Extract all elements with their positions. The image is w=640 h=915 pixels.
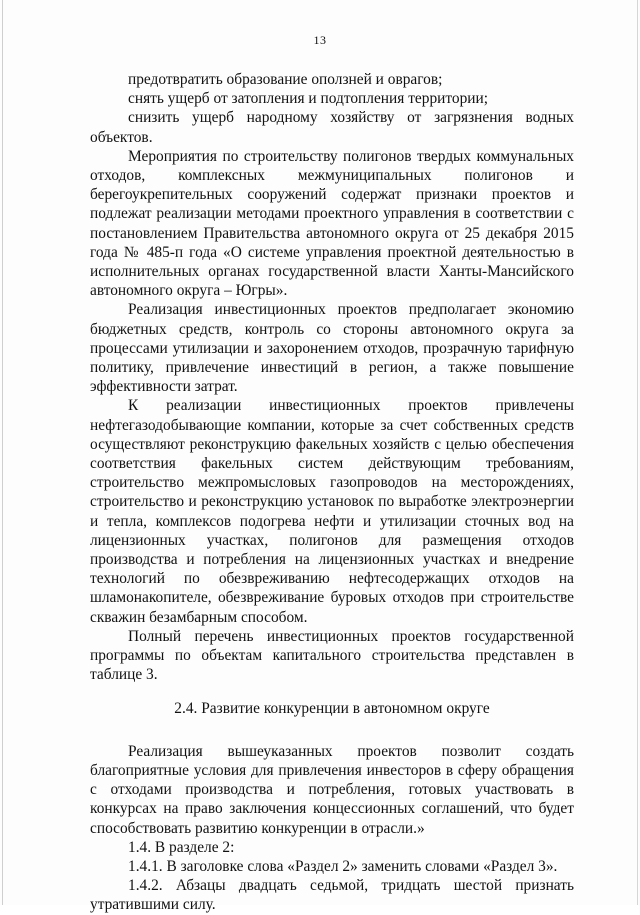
paragraph-polygons-project-management: Мероприятия по строительству полигонов твердых коммунальных отходов, комплексных межмуниципальных полигонов и берегоукрепительных сооружений содержат признаки проектов и подлежат реализации методами проектного управления в соответствии с постановлением Правительства автономного округа от 25 декабря 2015 года № 485-п года «О системе управления проектной деятельностью в исполнительных органах государственной власти Ханты-Мансийского автономного округа – Югры». — [90, 147, 574, 300]
paragraph-amendment-1-4-1: 1.4.1. В заголовке слова «Раздел 2» заменить словами «Раздел 3». — [128, 857, 558, 875]
paragraph-investment-projects-benefits: Реализация инвестиционных проектов предполагает экономию бюджетных средств, контроль со стороны автономного округа за процессами утилизации и захоронением отходов, прозрачную тарифную политику, привлечение инвестиций в регион, а также повышение эффективности затрат. — [90, 301, 574, 396]
paragraph-oil-gas-companies: К реализации инвестиционных проектов привлечены нефтегазодобывающие компании, которые за счет собственных средств осуществляют реконструкцию факельных хозяйств с целью обеспечения соответствия факельных систем действующим требованиям, строительство межпромысловых газопроводов на месторождениях, строительство и реконструкцию установок по выработке электроэнергии и тепла, комплексов подогрева нефти и утилизации сточных вод на лицензионных участках, полигонов для размещения отходов производства и потребления на лицензионных участках и внедрение технологий по обезвреживанию нефтесодержащих отходов на шламонакопителе, обезвреживание буровых отходов при строительстве скважин безамбарным способом. — [90, 397, 574, 626]
paragraph-list-item-3: снизить ущерб народному хозяйству от загрязнения водных объектов. — [90, 109, 574, 146]
page-number: 13 — [313, 33, 327, 47]
paragraph-competition-development: Реализация вышеуказанных проектов позволит создать благоприятные условия для привлечения инвесторов в сферу обращения с отходами производства и потребления, готовых участвовать в конкурсах на право заключения концессионных соглашений, что будет способствовать развитию конкуренции в отрасли.» — [90, 742, 574, 837]
paragraph-full-list-table-3: Полный перечень инвестиционных проектов государственной программы по объектам капитального строительства представлен в таблице 3. — [90, 627, 574, 684]
document-body — [90, 70, 574, 915]
paragraph-list-item-1: предотвратить образование оползней и оврагов; — [128, 71, 443, 88]
section-heading: 2.4. Развитие конкуренции в автономном округе — [174, 699, 490, 717]
scan-edge-right — [637, 0, 638, 905]
paragraph-amendment-1-4: 1.4. В разделе 2: — [128, 838, 235, 856]
paragraph-list-item-2: снять ущерб от затопления и подтопления территории; — [128, 90, 489, 108]
scan-edge-left — [2, 0, 3, 905]
paragraph-amendment-1-4-2: 1.4.2. Абзацы двадцать седьмой, тридцать шестой признать утратившими силу. — [90, 877, 574, 914]
